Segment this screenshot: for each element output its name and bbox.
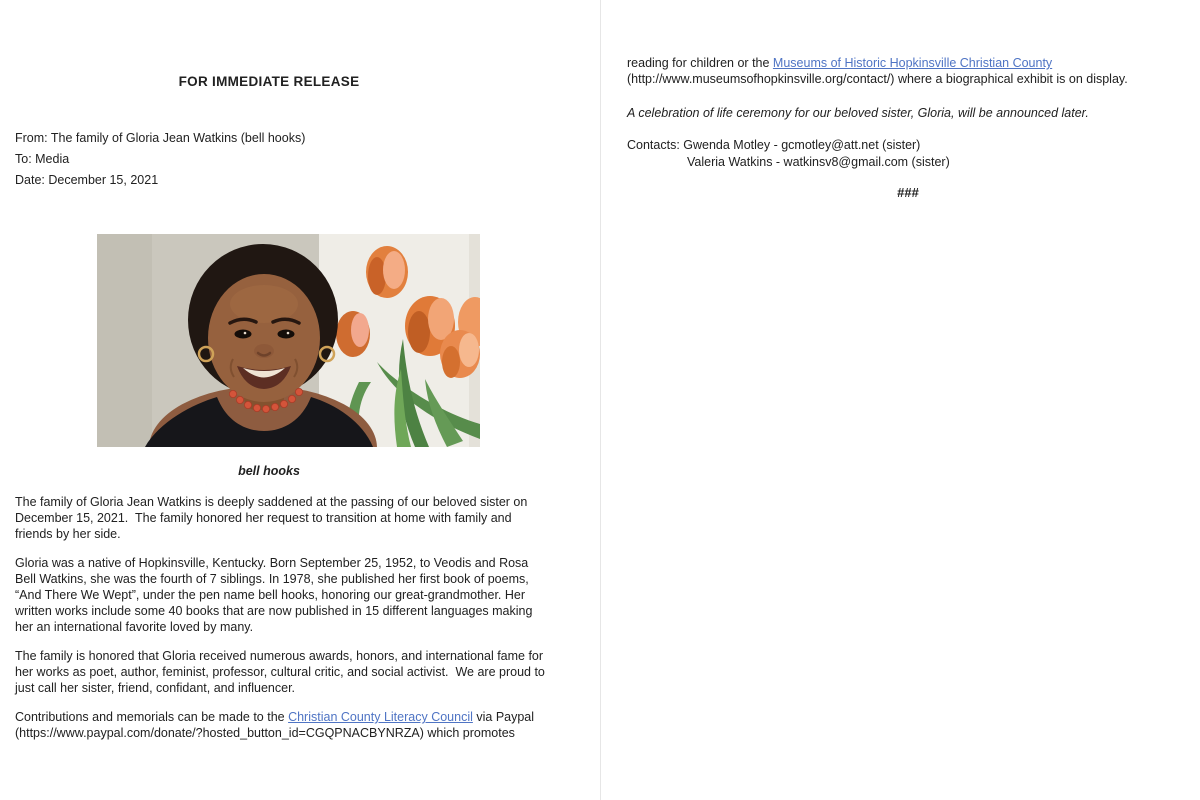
text-line: written works include some 40 books that are now published in 15 different languages making <box>15 604 533 618</box>
museums-link[interactable]: Museums of Historic Hopkinsville Christian County <box>772 56 1053 70</box>
text-line: The family is honored that Gloria received numerous awards, honors, and international fame for <box>15 649 544 663</box>
right-column <box>627 0 1159 200</box>
literacy-council-link[interactable]: Christian County Literacy Council <box>288 710 473 724</box>
paragraph-3 <box>15 648 545 696</box>
text-line: The family of Gloria Jean Watkins is deeply saddened at the passing of our beloved sister on <box>15 495 528 509</box>
text-line: December 15, 2021. The family honored her request to transition at home with family and <box>15 511 512 525</box>
bell-hooks-photo <box>97 234 480 447</box>
paragraph-5 <box>627 55 1159 87</box>
text-line: “And There We Wept”, under the pen name bell hooks, honoring our great-grandmother. Her <box>15 588 526 602</box>
text-segment: Contributions and memorials can be made to the <box>15 710 289 724</box>
text-line: Bell Watkins, she was the fourth of 7 siblings. In 1978, she published her first book of poems, <box>15 572 529 586</box>
text-line: friends by her side. <box>15 527 121 541</box>
text-segment: via Paypal <box>472 710 535 724</box>
contact-line: Contacts: Gwenda Motley - gcmotley@att.net (sister) <box>627 138 921 152</box>
meta-date: Date: December 15, 2021 <box>15 173 159 187</box>
column-divider <box>600 0 601 800</box>
meta-block <box>15 130 523 188</box>
text-line <box>15 709 535 725</box>
text-line: just call her sister, friend, confidant, and influencer. <box>15 681 296 695</box>
meta-to: To: Media <box>15 152 70 166</box>
text-line: Gloria was a native of Hopkinsville, Kentucky. Born September 25, 1952, to Veodis and Rosa <box>15 556 529 570</box>
left-column <box>15 0 545 741</box>
text-line: (https://www.paypal.com/donate/?hosted_button_id=CGQPNACBYNRZA) which promotes <box>15 726 515 740</box>
text-line <box>627 55 1159 71</box>
text-line: her works as poet, author, feminist, professor, cultural critic, and social activist. We are proud to <box>15 665 545 679</box>
text-line: (http://www.museumsofhopkinsville.org/contact/) where a biographical exhibit is on display. <box>627 72 1128 86</box>
paragraph-1 <box>15 494 528 542</box>
photo-caption: bell hooks <box>238 464 300 478</box>
paragraph-2 <box>15 555 533 635</box>
contacts-block <box>627 137 1159 171</box>
meta-from: From: The family of Gloria Jean Watkins (bell hooks) <box>15 131 306 145</box>
contact-line: Valeria Watkins - watkinsv8@gmail.com (sister) <box>687 155 950 169</box>
ceremony-announcement: A celebration of life ceremony for our beloved sister, Gloria, will be announced later. <box>627 106 1089 120</box>
end-mark: ### <box>897 185 919 200</box>
text-line: her an international favorite loved by many. <box>15 620 254 634</box>
paragraph-4 <box>15 709 535 741</box>
text-segment: reading for children or the <box>627 56 773 70</box>
release-heading: FOR IMMEDIATE RELEASE <box>178 74 360 89</box>
